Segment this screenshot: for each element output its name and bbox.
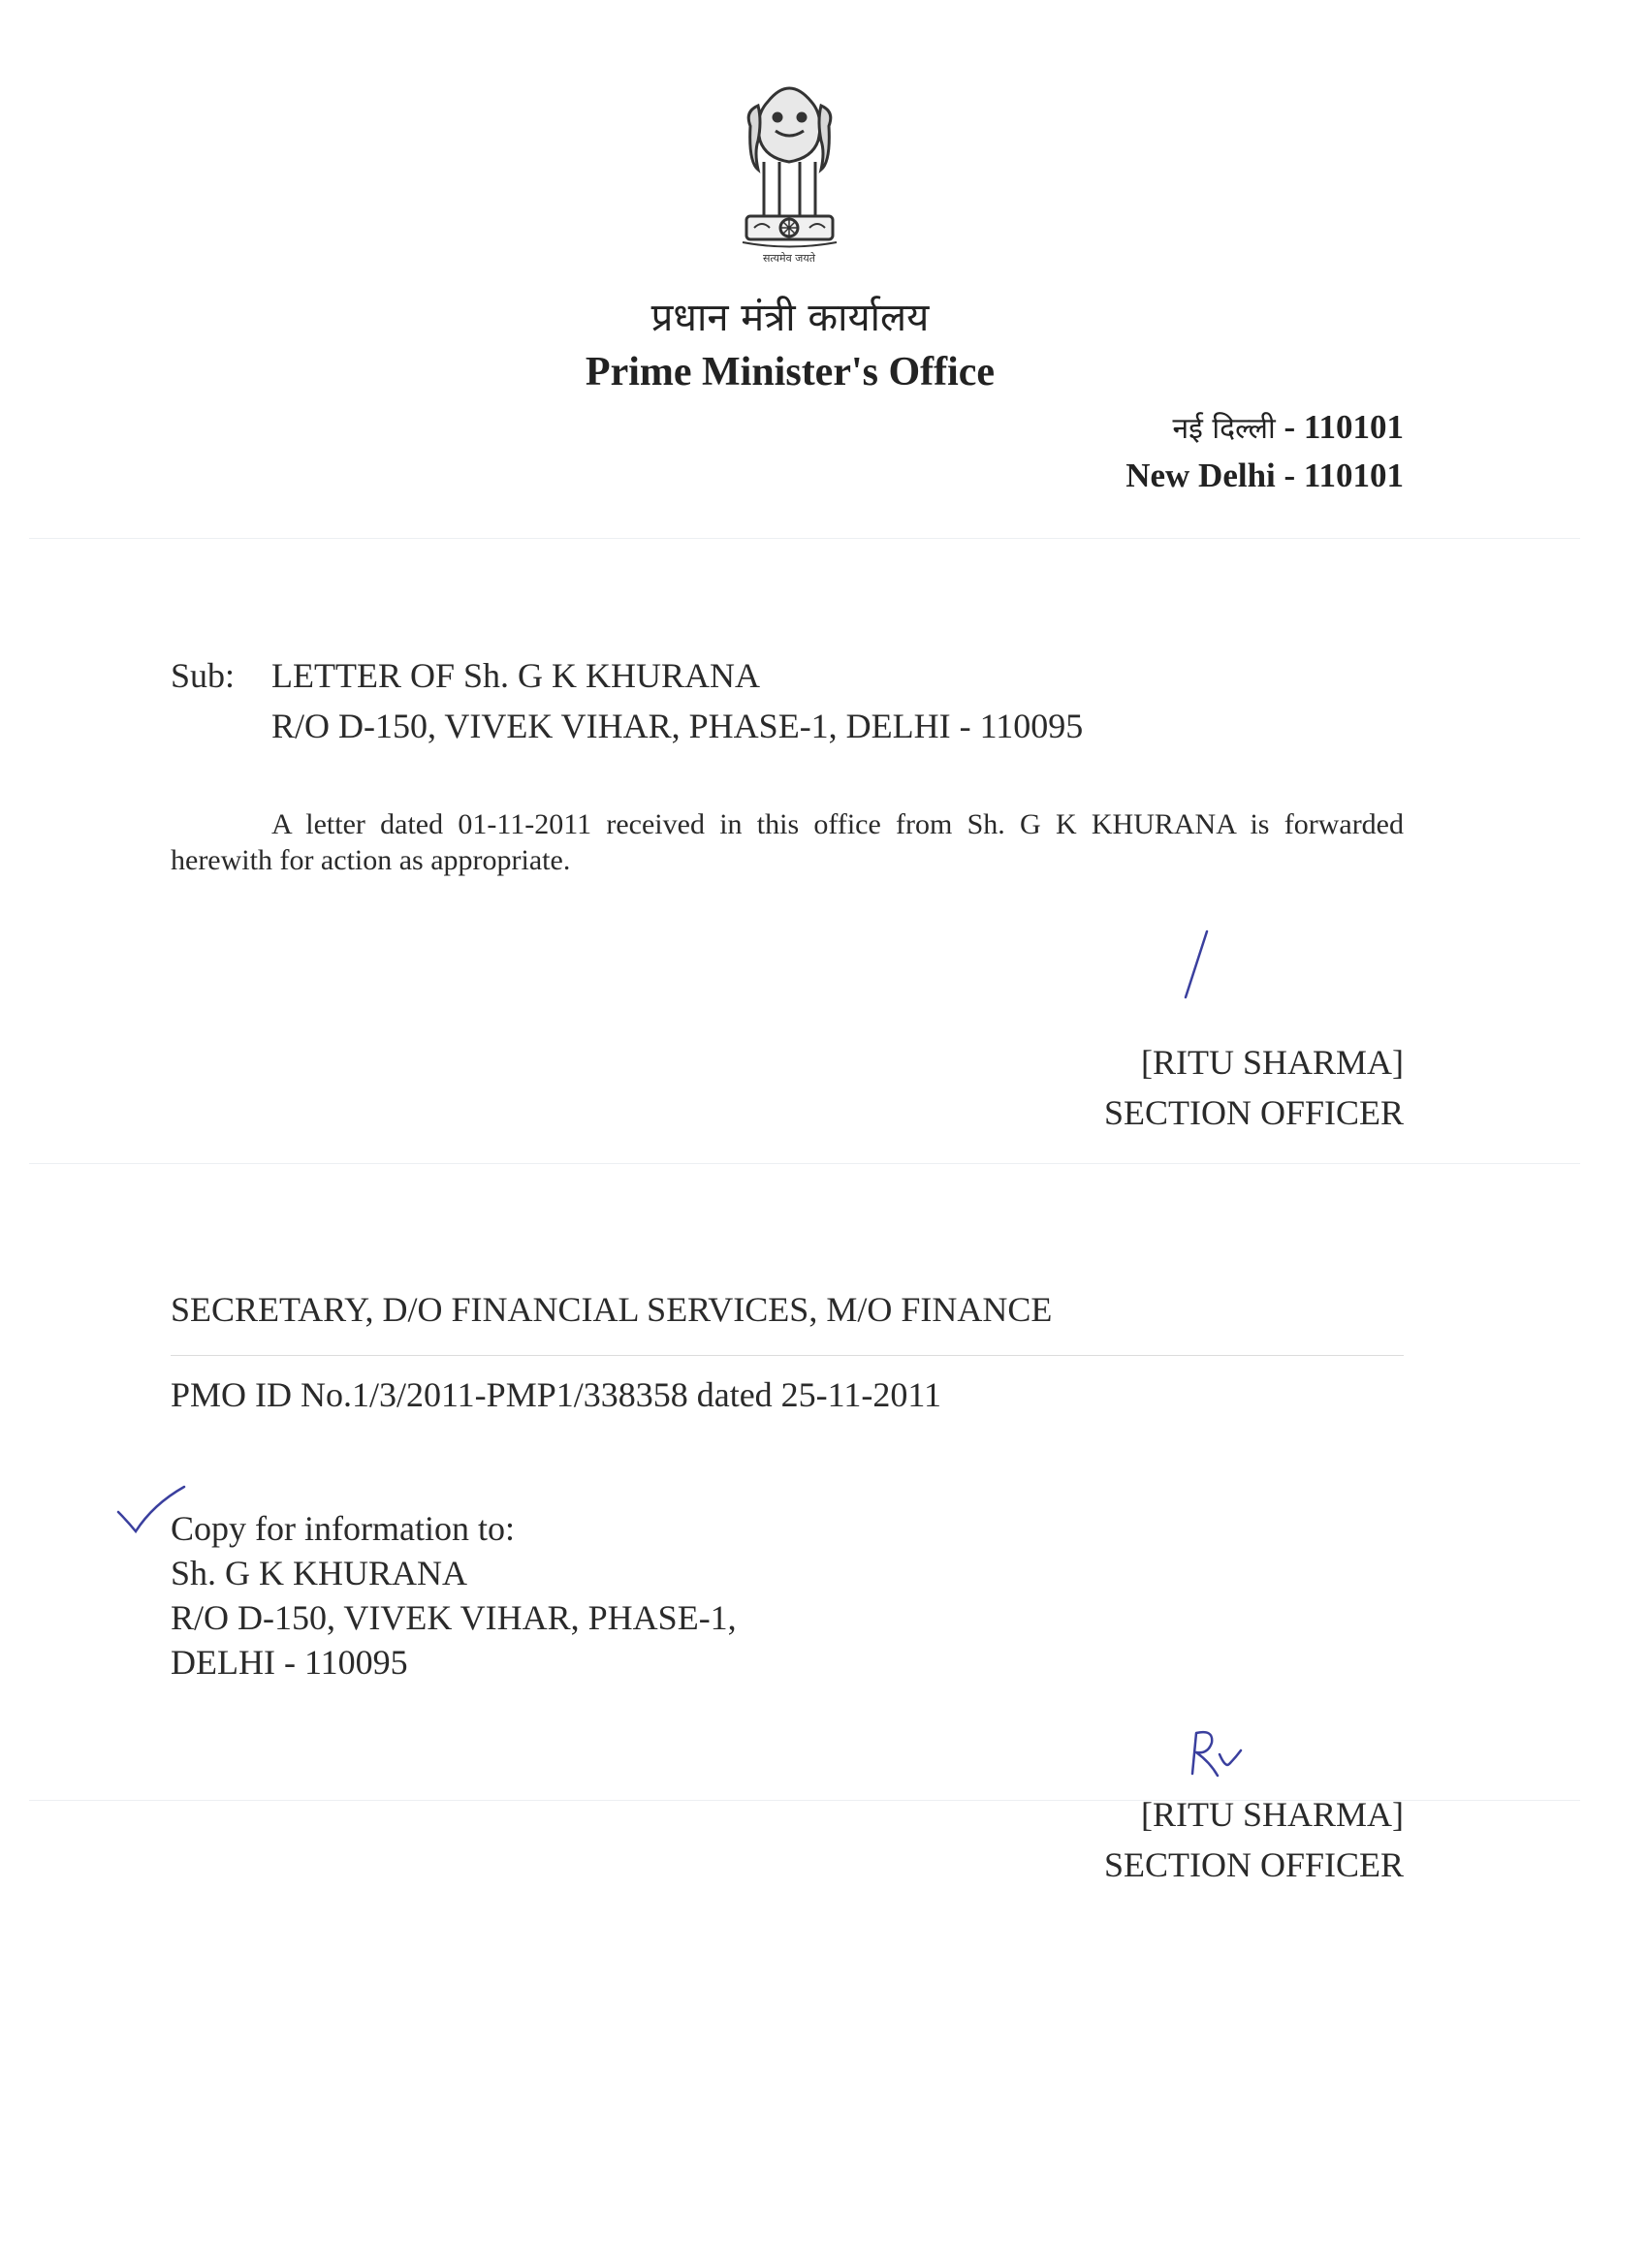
- addressee: SECRETARY, D/O FINANCIAL SERVICES, M/O FINANCE: [171, 1290, 1053, 1329]
- copy-line-1: Sh. G K KHURANA: [171, 1554, 468, 1592]
- initials-signature-icon: [1185, 1725, 1252, 1783]
- signature-block-1: [1104, 1037, 1404, 1138]
- body-text: A letter dated 01-11-2011 received in this office from Sh. G K KHURANA is forwarded herewith for action as appropriate.: [171, 808, 1404, 876]
- reference-number: PMO ID No.1/3/2011-PMP1/338358 dated 25-11-2011: [171, 1375, 941, 1414]
- signatory-name: [RITU SHARMA]: [1140, 1795, 1404, 1834]
- city-pin-hindi: [1173, 407, 1405, 447]
- pin-code: 110101: [1303, 408, 1404, 446]
- city-english: New Delhi: [1125, 457, 1276, 494]
- signature-block-2: [1104, 1789, 1404, 1890]
- pin-code: 110101: [1303, 457, 1404, 494]
- copy-heading: Copy for information to:: [171, 1509, 515, 1548]
- office-title-hindi: प्रधान मंत्री कार्यालय: [650, 296, 930, 340]
- national-emblem-icon: [729, 73, 850, 267]
- signatory-designation: SECTION OFFICER: [1103, 1093, 1404, 1132]
- subject-line-1: LETTER OF Sh. G K KHURANA: [271, 656, 760, 695]
- pin-separator: -: [1275, 408, 1304, 446]
- copy-line-2: R/O D-150, VIVEK VIHAR, PHASE-1,: [171, 1598, 737, 1637]
- copy-block: [171, 1506, 737, 1685]
- emblem-motto: सत्यमेव जयते: [762, 252, 816, 265]
- copy-line-3: DELHI - 110095: [171, 1643, 408, 1682]
- subject-label: Sub:: [171, 656, 236, 695]
- subject-line-2: R/O D-150, VIVEK VIHAR, PHASE-1, DELHI - 110095: [271, 707, 1084, 745]
- office-title-english: Prime Minister's Office: [585, 350, 996, 394]
- city-hindi: नई दिल्ली: [1172, 412, 1276, 446]
- body-paragraph: [171, 806, 1404, 878]
- fold-line: [29, 1163, 1580, 1164]
- signature-stroke-icon: [1168, 926, 1217, 1003]
- divider: [171, 1355, 1404, 1356]
- city-pin-english: [1125, 457, 1404, 495]
- pin-separator: -: [1275, 457, 1304, 494]
- signatory-name: [RITU SHARMA]: [1140, 1043, 1404, 1082]
- signatory-designation: SECTION OFFICER: [1103, 1845, 1404, 1884]
- fold-line: [29, 538, 1580, 539]
